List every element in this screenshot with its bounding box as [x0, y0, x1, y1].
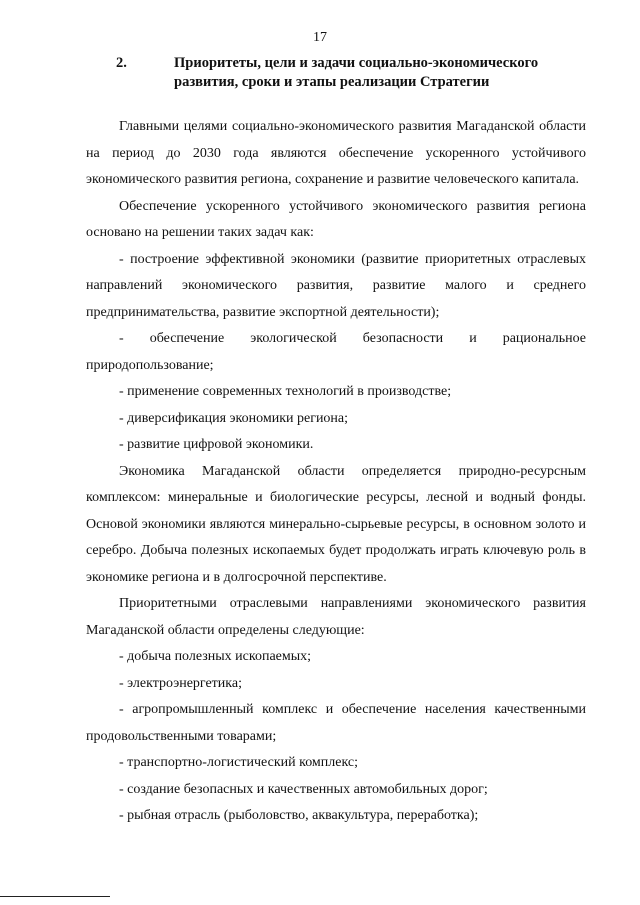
list-item-digital-economy: - развитие цифровой экономики. [119, 437, 314, 452]
list-item-mining: - добыча полезных ископаемых; [119, 649, 312, 664]
paragraph-tasks-intro: Обеспечение ускоренного устойчивого экономического развития региона основано на решении таких задач как: [86, 198, 586, 240]
list-item-roads: - создание безопасных и качественных автомобильных дорог; [119, 781, 488, 797]
list-item-agro: - агропромышленный комплекс и обеспечение населения качественными продовольственными товарами; [86, 702, 586, 744]
list-item-ecology: - обеспечение экологической безопасности и рациональное природопользование; [86, 331, 586, 373]
paragraph-priority-sectors: Приоритетными отраслевыми направлениями экономического развития Магаданской области определены следующие: [86, 596, 586, 638]
paragraph-goals: Главными целями социально-экономического развития Магаданской области на период до 2030 года являются обеспечение ускоренного устойчивого экономического развития региона, сохранение и развитие человеческого капитала. [86, 119, 586, 187]
footer-rule [0, 896, 110, 897]
paragraph-economy-resources: Экономика Магаданской области определяется природно-ресурсным комплексом: минеральные и биологические ресурсы, лесной и водный фонды. Основой экономики являются минерально-сырьевые ресурсы, в основном золото и серебро. Добыча полезных ископаемых будет продолжать играть ключевую роль в экономике региона и в долгосрочной перспективе. [86, 463, 586, 585]
list-item-efficient-economy: - построение эффективной экономики (развитие приоритетных отраслевых направлений экономического развития, развитие малого и среднего предпринимательства, развитие экспортной деятельности); [86, 251, 586, 320]
section-number: 2. [116, 55, 127, 71]
page-number: 17 [313, 30, 327, 45]
list-item-transport: - транспортно-логистический комплекс; [119, 755, 359, 770]
section-title: Приоритеты, цели и задачи социально-экономического развития, сроки и этапы реализации Стратегии [174, 55, 539, 90]
list-item-energy: - электроэнергетика; [119, 675, 242, 691]
list-item-fishery: - рыбная отрасль (рыболовство, аквакультура, переработка); [119, 808, 479, 823]
body-text [86, 114, 586, 830]
list-item-diversification: - диверсификация экономики региона; [119, 410, 349, 426]
list-item-technologies: - применение современных технологий в производстве; [119, 384, 452, 399]
